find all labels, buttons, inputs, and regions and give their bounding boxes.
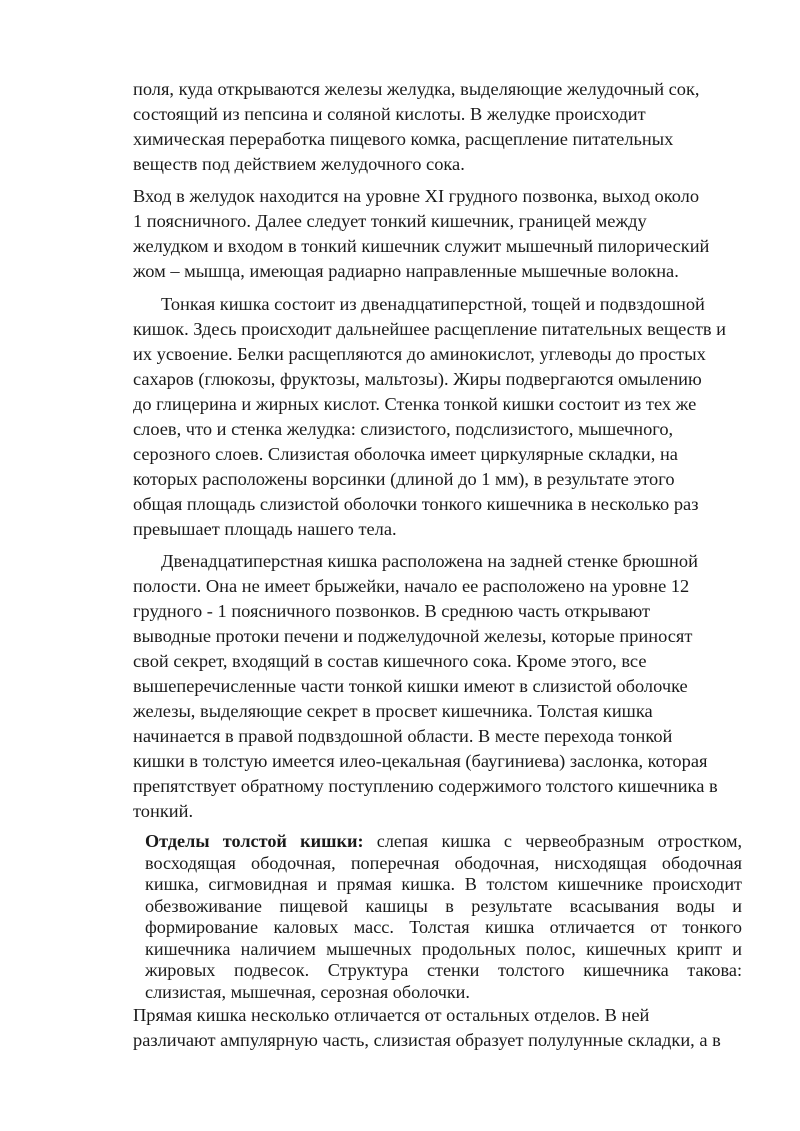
large-intestine-paragraph bbox=[145, 831, 742, 1003]
para5-line: восходящая ободочная, поперечная ободочная, нисходящая ободочная bbox=[145, 852, 742, 873]
para2-line: 1 поясничного. Далее следует тонкий кишечник, границей между bbox=[133, 211, 647, 231]
para3-line: кишок. Здесь происходит дальнейшее расщепление питательных веществ и bbox=[133, 319, 727, 339]
para4-line: Двенадцатиперстная кишка расположена на задней стенке брюшной bbox=[161, 551, 698, 571]
para5-line: кишка, сигмовидная и прямая кишка. В толстом кишечнике происходит bbox=[145, 874, 742, 894]
para4-line: тонкий. bbox=[133, 801, 194, 821]
para4-line: препятствует обратному поступлению содержимого толстого кишечника в bbox=[133, 776, 718, 796]
para3-line: до глицерина и жирных кислот. Стенка тонкой кишки состоит из тех же bbox=[133, 394, 697, 414]
para4-line: полости. Она не имеет брыжейки, начало ее расположено на уровне 12 bbox=[133, 576, 690, 596]
para1-line: химическая переработка пищевого комка, расщепление питательных bbox=[133, 129, 674, 149]
para5-first-rest: слепая кишка с червеобразным отростком, bbox=[363, 831, 742, 851]
para4-line: кишки в толстую имеется илео-цекальная (баугиниева) заслонка, которая bbox=[133, 751, 708, 771]
para4-line: грудного - 1 поясничного позвонков. В среднюю часть открывают bbox=[133, 601, 651, 621]
para3-line: серозного слоев. Слизистая оболочка имеет циркулярные складки, на bbox=[133, 444, 678, 464]
para3-line: которых расположены ворсинки (длиной до 1 мм), в результате этого bbox=[133, 469, 675, 489]
para3-line: превышает площадь нашего тела. bbox=[133, 519, 397, 539]
para3-line: сахаров (глюкозы, фруктозы, мальтозы). Жиры подвергаются омылению bbox=[133, 369, 702, 389]
para3-line: общая площадь слизистой оболочки тонкого кишечника в несколько раз bbox=[133, 494, 699, 514]
para6-line: различают ампулярную часть, слизистая образует полулунные складки, а в bbox=[133, 1030, 721, 1050]
para5-line: формирование каловых масс. Толстая кишка отличается от тонкого bbox=[145, 917, 742, 937]
para2-line: желудком и входом в тонкий кишечник служит мышечный пилорический bbox=[133, 236, 710, 256]
para3-line: слоев, что и стенка желудка: слизистого, подслизистого, мышечного, bbox=[133, 419, 674, 439]
para1-line: поля, куда открываются железы желудка, выделяющие желудочный сок, bbox=[133, 79, 700, 99]
para5-line: кишечника наличием мышечных продольных полос, кишечных крипт и bbox=[145, 938, 742, 959]
para3-line: их усвоение. Белки расщепляются до аминокислот, углеводы до простых bbox=[133, 344, 706, 364]
para5-line bbox=[145, 831, 742, 853]
para1-line: состоящий из пепсина и соляной кислоты. В желудке происходит bbox=[133, 104, 646, 124]
para4-line: вышеперечисленные части тонкой кишки имеют в слизистой оболочке bbox=[133, 676, 688, 696]
para5-heading: Отделы толстой кишки: bbox=[145, 831, 364, 851]
para5-line: жировых подвесок. Структура стенки толстого кишечника такова: bbox=[145, 960, 742, 980]
para3-line: Тонкая кишка состоит из двенадцатиперстной, тощей и подвздошной bbox=[161, 294, 705, 314]
para6-line: Прямая кишка несколько отличается от остальных отделов. В ней bbox=[133, 1005, 650, 1025]
para4-line: выводные протоки печени и поджелудочной железы, которые приносят bbox=[133, 626, 693, 646]
para5-line: обезвоживание пищевой кашицы в результате всасывания воды и bbox=[145, 895, 742, 916]
para4-line: начинается в правой подвздошной области. В месте перехода тонкой bbox=[133, 726, 673, 746]
para2-line: жом – мышца, имеющая радиарно направленные мышечные волокна. bbox=[133, 261, 679, 281]
para4-line: железы, выделяющие секрет в просвет кишечника. Толстая кишка bbox=[133, 701, 653, 721]
para1-line: веществ под действием желудочного сока. bbox=[133, 154, 465, 174]
para4-line: свой секрет, входящий в состав кишечного сока. Кроме этого, все bbox=[133, 651, 647, 671]
para2-line: Вход в желудок находится на уровне XI грудного позвонка, выход около bbox=[133, 186, 700, 206]
para5-line: слизистая, мышечная, серозная оболочки. bbox=[145, 981, 470, 1002]
